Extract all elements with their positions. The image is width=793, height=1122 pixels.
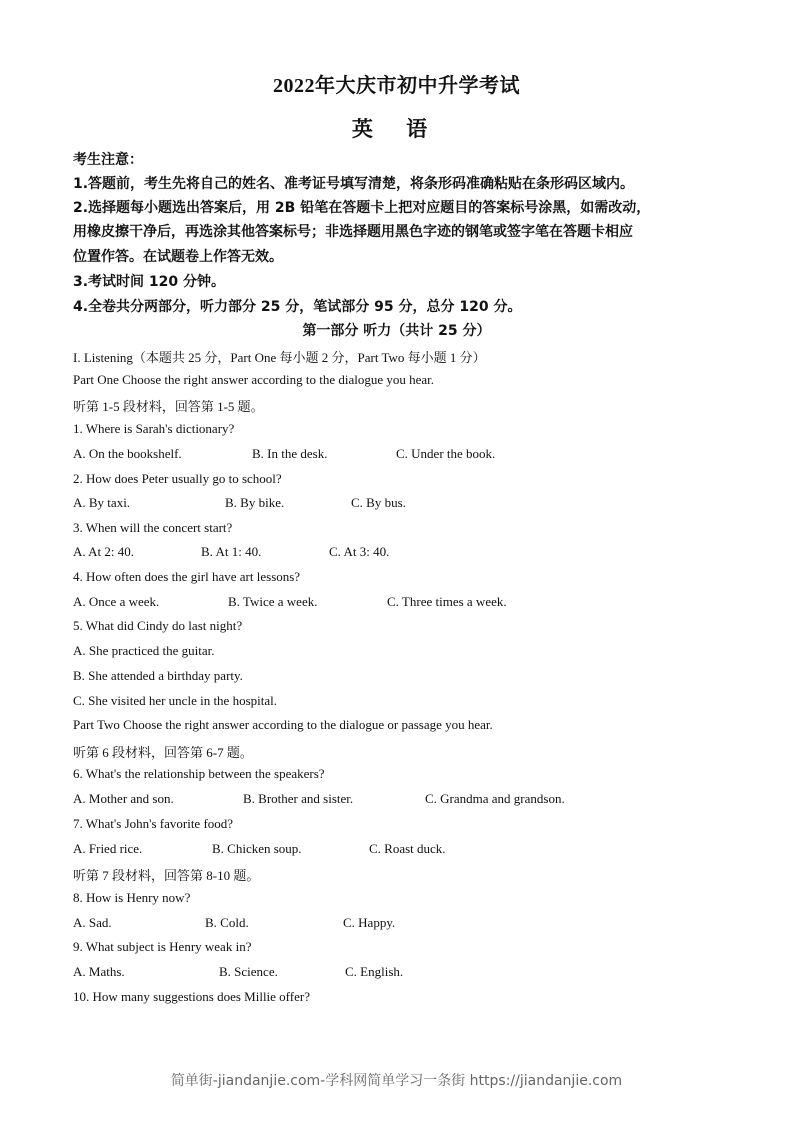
q2-option-b: B. By bike. — [225, 495, 285, 510]
q9-option-a: A. Maths. — [73, 964, 125, 979]
q8-option-a: A. Sad. — [73, 915, 112, 930]
q9-option-c: C. English. — [345, 964, 404, 979]
q6-option-a: A. Mother and son. — [73, 791, 174, 806]
question-1: 1. Where is Sarah's dictionary? — [73, 421, 235, 436]
q5-option-c: C. She visited her uncle in the hospital. — [73, 693, 277, 708]
notice-item-2-end: 位置作答。在试题卷上作答无效。 — [73, 249, 283, 265]
question-4: 4. How often does the girl have art lessons? — [73, 569, 301, 584]
question-3: 3. When will the concert start? — [73, 520, 233, 535]
q4-option-c: C. Three times a week. — [387, 594, 507, 609]
q3-option-c: C. At 3: 40. — [329, 544, 390, 559]
exam-title: 2022年大庆市初中升学考试 — [273, 75, 520, 97]
q3-option-a: A. At 2: 40. — [73, 544, 135, 559]
part-two-instruction: Part Two Choose the right answer according to the dialogue or passage you hear. — [73, 717, 493, 732]
question-7: 7. What's John's favorite food? — [73, 816, 234, 831]
question-10: 10. How many suggestions does Millie offer? — [73, 989, 310, 1004]
q8-option-b: B. Cold. — [205, 915, 249, 930]
q2-option-a: A. By taxi. — [73, 495, 131, 510]
q8-option-c: C. Happy. — [343, 915, 396, 930]
q6-option-c: C. Grandma and grandson. — [425, 791, 565, 806]
q9-option-b: B. Science. — [219, 964, 278, 979]
notice-item-4: 4.全卷共分两部分，听力部分 25 分，笔试部分 95 分，总分 120 分。 — [73, 299, 522, 315]
question-5: 5. What did Cindy do last night? — [73, 618, 243, 633]
notice-item-2-cont: 用橡皮擦干净后，再选涂其他答案标号；非选择题用黑色字迹的钢笔或签字笔在答题卡相应 — [73, 224, 633, 240]
instruction-1-5: 听第 1-5 段材料，回答第 1-5 题。 — [73, 399, 264, 414]
subject-title: 英 语 — [351, 117, 442, 141]
notice-item-1: 1.答题前，考生先将自己的姓名、准考证号填写清楚，将条形码准确粘贴在条形码区域内。 — [73, 176, 635, 192]
instruction-6-7: 听第 6 段材料，回答第 6-7 题。 — [73, 745, 253, 760]
q6-option-b: B. Brother and sister. — [243, 791, 354, 806]
question-2: 2. How does Peter usually go to school? — [73, 471, 282, 486]
q2-option-c: C. By bus. — [351, 495, 406, 510]
q7-option-b: B. Chicken soup. — [212, 841, 302, 856]
notice-item-3: 3.考试时间 120 分钟。 — [73, 274, 226, 290]
q4-option-a: A. Once a week. — [73, 594, 160, 609]
q7-option-c: C. Roast duck. — [369, 841, 446, 856]
notice-item-2: 2.选择题每小题选出答案后，用 2B 铅笔在答题卡上把对应题目的答案标号涂黑，如需改动， — [73, 200, 651, 216]
footer-watermark: 简单街-jiandanjie.com-学科网简单学习一条街 https://jiandanjie.com — [170, 1073, 623, 1089]
section-title: 第一部分 听力（共计 25 分） — [302, 323, 491, 339]
q1-option-a: A. On the bookshelf. — [73, 446, 182, 461]
listening-intro: I. Listening（本题共 25 分，Part One 每小题 2 分，Part Two 每小题 1 分） — [73, 350, 486, 365]
notice-heading: 考生注意： — [73, 152, 143, 168]
q7-option-a: A. Fried rice. — [73, 841, 143, 856]
q1-option-c: C. Under the book. — [396, 446, 496, 461]
question-9: 9. What subject is Henry weak in? — [73, 939, 252, 954]
q1-option-b: B. In the desk. — [252, 446, 328, 461]
part-one-instruction: Part One Choose the right answer according to the dialogue you hear. — [73, 372, 435, 387]
question-6: 6. What's the relationship between the speakers? — [73, 766, 325, 781]
question-8: 8. How is Henry now? — [73, 890, 191, 905]
q3-option-b: B. At 1: 40. — [201, 544, 262, 559]
instruction-8-10: 听第 7 段材料，回答第 8-10 题。 — [73, 868, 260, 883]
q4-option-b: B. Twice a week. — [228, 594, 318, 609]
q5-option-a: A. She practiced the guitar. — [73, 643, 215, 658]
q5-option-b: B. She attended a birthday party. — [73, 668, 243, 683]
